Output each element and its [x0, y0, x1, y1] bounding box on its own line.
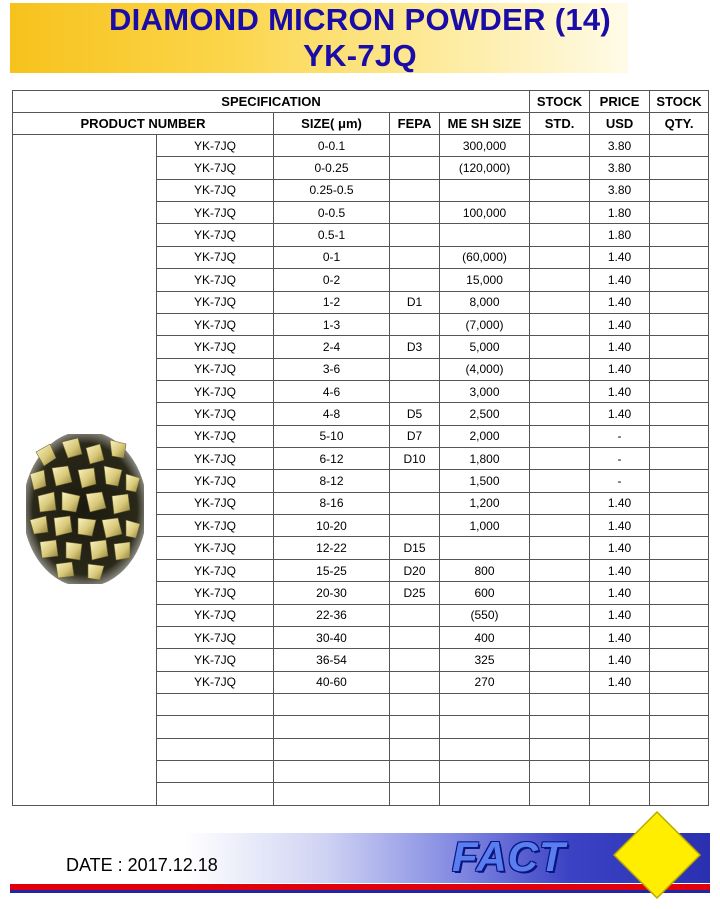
brand-logo-text: FACT [452, 833, 566, 880]
cell-fepa [390, 693, 440, 715]
header-fepa: FEPA [390, 113, 440, 135]
cell-stock-std [530, 157, 590, 179]
cell-fepa: D5 [390, 403, 440, 425]
cell-size: 3-6 [274, 358, 390, 380]
cell-product: YK-7JQ [157, 380, 274, 402]
cell-stock-qty [650, 559, 709, 581]
cell-size [274, 693, 390, 715]
cell-mesh [440, 693, 530, 715]
cell-mesh: 1,000 [440, 515, 530, 537]
cell-size [274, 783, 390, 805]
header-price-2: USD [590, 113, 650, 135]
header-specification: SPECIFICATION [13, 91, 530, 113]
cell-stock-std [530, 179, 590, 201]
cell-mesh: 2,500 [440, 403, 530, 425]
cell-size: 0-2 [274, 269, 390, 291]
cell-mesh: 8,000 [440, 291, 530, 313]
cell-fepa [390, 470, 440, 492]
cell-price: 1.40 [590, 492, 650, 514]
header-stock-std-2: STD. [530, 113, 590, 135]
cell-stock-qty [650, 671, 709, 693]
cell-fepa [390, 761, 440, 783]
cell-size: 30-40 [274, 626, 390, 648]
header-stock-std-1: STOCK [530, 91, 590, 113]
cell-stock-qty [650, 649, 709, 671]
cell-mesh: 1,500 [440, 470, 530, 492]
cell-price: 1.40 [590, 604, 650, 626]
cell-price: - [590, 425, 650, 447]
cell-product: YK-7JQ [157, 559, 274, 581]
cell-price [590, 738, 650, 760]
cell-size: 0-0.25 [274, 157, 390, 179]
cell-mesh [440, 224, 530, 246]
cell-fepa [390, 515, 440, 537]
cell-fepa [390, 179, 440, 201]
cell-stock-qty [650, 202, 709, 224]
cell-mesh [440, 761, 530, 783]
cell-price: 1.80 [590, 202, 650, 224]
cell-mesh: 2,000 [440, 425, 530, 447]
cell-mesh [440, 179, 530, 201]
cell-mesh [440, 783, 530, 805]
cell-mesh: 15,000 [440, 269, 530, 291]
cell-size: 0-0.5 [274, 202, 390, 224]
cell-price [590, 693, 650, 715]
cell-product: YK-7JQ [157, 291, 274, 313]
cell-mesh: 5,000 [440, 336, 530, 358]
footer-blue-stripe [10, 890, 710, 893]
cell-fepa [390, 224, 440, 246]
spec-table [12, 90, 709, 806]
cell-product [157, 693, 274, 715]
cell-price: 1.80 [590, 224, 650, 246]
cell-price: 1.40 [590, 336, 650, 358]
yellow-diamond-icon [612, 810, 702, 900]
cell-product: YK-7JQ [157, 671, 274, 693]
cell-product: YK-7JQ [157, 403, 274, 425]
cell-price: 1.40 [590, 582, 650, 604]
cell-size: 8-16 [274, 492, 390, 514]
cell-fepa [390, 492, 440, 514]
cell-size: 20-30 [274, 582, 390, 604]
cell-size: 40-60 [274, 671, 390, 693]
cell-fepa [390, 626, 440, 648]
cell-fepa: D20 [390, 559, 440, 581]
cell-price: 1.40 [590, 358, 650, 380]
cell-stock-qty [650, 626, 709, 648]
cell-product: YK-7JQ [157, 649, 274, 671]
cell-price: 1.40 [590, 246, 650, 268]
cell-fepa [390, 604, 440, 626]
cell-product: YK-7JQ [157, 313, 274, 335]
cell-stock-std [530, 403, 590, 425]
cell-stock-qty [650, 470, 709, 492]
cell-stock-std [530, 626, 590, 648]
cell-stock-qty [650, 380, 709, 402]
cell-size: 36-54 [274, 649, 390, 671]
cell-fepa [390, 783, 440, 805]
cell-fepa [390, 135, 440, 157]
cell-product: YK-7JQ [157, 336, 274, 358]
cell-stock-std [530, 246, 590, 268]
cell-product [157, 738, 274, 760]
cell-stock-qty [650, 448, 709, 470]
cell-price: 3.80 [590, 135, 650, 157]
cell-stock-qty [650, 738, 709, 760]
cell-product: YK-7JQ [157, 582, 274, 604]
cell-stock-qty [650, 358, 709, 380]
cell-price: 1.40 [590, 291, 650, 313]
cell-size: 8-12 [274, 470, 390, 492]
cell-price: 3.80 [590, 157, 650, 179]
cell-stock-std [530, 202, 590, 224]
cell-fepa [390, 671, 440, 693]
cell-price: 1.40 [590, 537, 650, 559]
cell-fepa [390, 202, 440, 224]
cell-fepa: D3 [390, 336, 440, 358]
cell-fepa [390, 313, 440, 335]
cell-price [590, 716, 650, 738]
cell-mesh: 300,000 [440, 135, 530, 157]
cell-price: 1.40 [590, 380, 650, 402]
cell-size: 0.5-1 [274, 224, 390, 246]
cell-product: YK-7JQ [157, 492, 274, 514]
cell-product: YK-7JQ [157, 537, 274, 559]
cell-product: YK-7JQ [157, 157, 274, 179]
page-title: DIAMOND MICRON POWDER (14) [108, 2, 612, 37]
cell-stock-qty [650, 537, 709, 559]
cell-price [590, 761, 650, 783]
cell-product: YK-7JQ [157, 626, 274, 648]
cell-product: YK-7JQ [157, 515, 274, 537]
cell-stock-qty [650, 492, 709, 514]
cell-stock-qty [650, 425, 709, 447]
cell-price: 1.40 [590, 269, 650, 291]
cell-stock-std [530, 693, 590, 715]
cell-stock-qty [650, 693, 709, 715]
cell-stock-qty [650, 291, 709, 313]
cell-stock-qty [650, 135, 709, 157]
cell-product: YK-7JQ [157, 135, 274, 157]
cell-stock-std [530, 291, 590, 313]
cell-stock-std [530, 358, 590, 380]
cell-fepa [390, 738, 440, 760]
cell-fepa: D7 [390, 425, 440, 447]
cell-stock-qty [650, 336, 709, 358]
cell-product: YK-7JQ [157, 604, 274, 626]
cell-mesh: 600 [440, 582, 530, 604]
cell-product: YK-7JQ [157, 202, 274, 224]
cell-stock-std [530, 537, 590, 559]
cell-price: 1.40 [590, 649, 650, 671]
cell-price: 1.40 [590, 403, 650, 425]
cell-stock-qty [650, 403, 709, 425]
cell-size: 0-0.1 [274, 135, 390, 157]
cell-product: YK-7JQ [157, 269, 274, 291]
cell-size: 12-22 [274, 537, 390, 559]
cell-fepa [390, 380, 440, 402]
cell-stock-std [530, 470, 590, 492]
cell-stock-qty [650, 313, 709, 335]
cell-fepa: D15 [390, 537, 440, 559]
cell-stock-qty [650, 157, 709, 179]
cell-mesh [440, 738, 530, 760]
cell-product: YK-7JQ [157, 448, 274, 470]
header-size: SIZE( μm) [274, 113, 390, 135]
cell-size: 10-20 [274, 515, 390, 537]
cell-stock-std [530, 582, 590, 604]
cell-stock-qty [650, 246, 709, 268]
cell-stock-std [530, 559, 590, 581]
cell-stock-std [530, 336, 590, 358]
cell-product: YK-7JQ [157, 224, 274, 246]
cell-product: YK-7JQ [157, 179, 274, 201]
cell-mesh: (4,000) [440, 358, 530, 380]
cell-size: 0.25-0.5 [274, 179, 390, 201]
cell-product: YK-7JQ [157, 246, 274, 268]
cell-mesh: (120,000) [440, 157, 530, 179]
cell-price [590, 783, 650, 805]
cell-mesh: 270 [440, 671, 530, 693]
header-mesh-size: ME SH SIZE [440, 113, 530, 135]
cell-fepa [390, 649, 440, 671]
cell-product [157, 716, 274, 738]
product-photo-cell [13, 135, 157, 806]
cell-size: 4-6 [274, 380, 390, 402]
cell-stock-std [530, 135, 590, 157]
cell-product: YK-7JQ [157, 358, 274, 380]
cell-size: 22-36 [274, 604, 390, 626]
cell-mesh: 1,800 [440, 448, 530, 470]
cell-stock-std [530, 425, 590, 447]
cell-product [157, 783, 274, 805]
cell-stock-std [530, 224, 590, 246]
cell-product: YK-7JQ [157, 425, 274, 447]
cell-mesh: (60,000) [440, 246, 530, 268]
cell-stock-std [530, 492, 590, 514]
cell-fepa [390, 246, 440, 268]
header-product-number: PRODUCT NUMBER [13, 113, 274, 135]
cell-size: 2-4 [274, 336, 390, 358]
cell-price: 1.40 [590, 515, 650, 537]
cell-size: 4-8 [274, 403, 390, 425]
cell-size: 6-12 [274, 448, 390, 470]
cell-size [274, 761, 390, 783]
cell-size: 0-1 [274, 246, 390, 268]
cell-product: YK-7JQ [157, 470, 274, 492]
cell-mesh: 325 [440, 649, 530, 671]
cell-fepa [390, 716, 440, 738]
cell-price: 1.40 [590, 671, 650, 693]
cell-stock-std [530, 448, 590, 470]
cell-mesh: 800 [440, 559, 530, 581]
cell-size: 15-25 [274, 559, 390, 581]
cell-mesh: (550) [440, 604, 530, 626]
cell-stock-std [530, 380, 590, 402]
cell-product [157, 761, 274, 783]
cell-size [274, 716, 390, 738]
cell-stock-std [530, 671, 590, 693]
cell-price: 1.40 [590, 559, 650, 581]
cell-stock-qty [650, 269, 709, 291]
cell-stock-qty [650, 515, 709, 537]
header-stock-qty-1: STOCK [650, 91, 709, 113]
cell-fepa [390, 157, 440, 179]
cell-stock-std [530, 783, 590, 805]
cell-stock-std [530, 761, 590, 783]
cell-fepa [390, 269, 440, 291]
cell-size: 1-2 [274, 291, 390, 313]
cell-mesh: (7,000) [440, 313, 530, 335]
cell-stock-std [530, 313, 590, 335]
cell-mesh: 100,000 [440, 202, 530, 224]
cell-stock-qty [650, 224, 709, 246]
cell-price: - [590, 470, 650, 492]
cell-stock-std [530, 515, 590, 537]
cell-mesh [440, 537, 530, 559]
cell-stock-std [530, 604, 590, 626]
cell-stock-std [530, 649, 590, 671]
cell-fepa: D10 [390, 448, 440, 470]
cell-fepa [390, 358, 440, 380]
cell-size: 5-10 [274, 425, 390, 447]
cell-stock-qty [650, 761, 709, 783]
cell-price: 1.40 [590, 313, 650, 335]
cell-stock-std [530, 269, 590, 291]
cell-stock-qty [650, 716, 709, 738]
cell-stock-qty [650, 179, 709, 201]
page-subtitle: YK-7JQ [303, 38, 417, 73]
cell-stock-qty [650, 582, 709, 604]
diamond-crystals-image [26, 434, 144, 584]
header-stock-qty-2: QTY. [650, 113, 709, 135]
cell-stock-std [530, 738, 590, 760]
cell-price: 1.40 [590, 626, 650, 648]
cell-size [274, 738, 390, 760]
document-date: DATE : 2017.12.18 [66, 855, 218, 875]
header-price-1: PRICE [590, 91, 650, 113]
cell-stock-qty [650, 604, 709, 626]
cell-mesh: 400 [440, 626, 530, 648]
cell-stock-qty [650, 783, 709, 805]
cell-mesh: 3,000 [440, 380, 530, 402]
cell-fepa: D1 [390, 291, 440, 313]
cell-mesh: 1,200 [440, 492, 530, 514]
cell-price: - [590, 448, 650, 470]
cell-mesh [440, 716, 530, 738]
cell-stock-std [530, 716, 590, 738]
cell-size: 1-3 [274, 313, 390, 335]
cell-fepa: D25 [390, 582, 440, 604]
cell-price: 3.80 [590, 179, 650, 201]
